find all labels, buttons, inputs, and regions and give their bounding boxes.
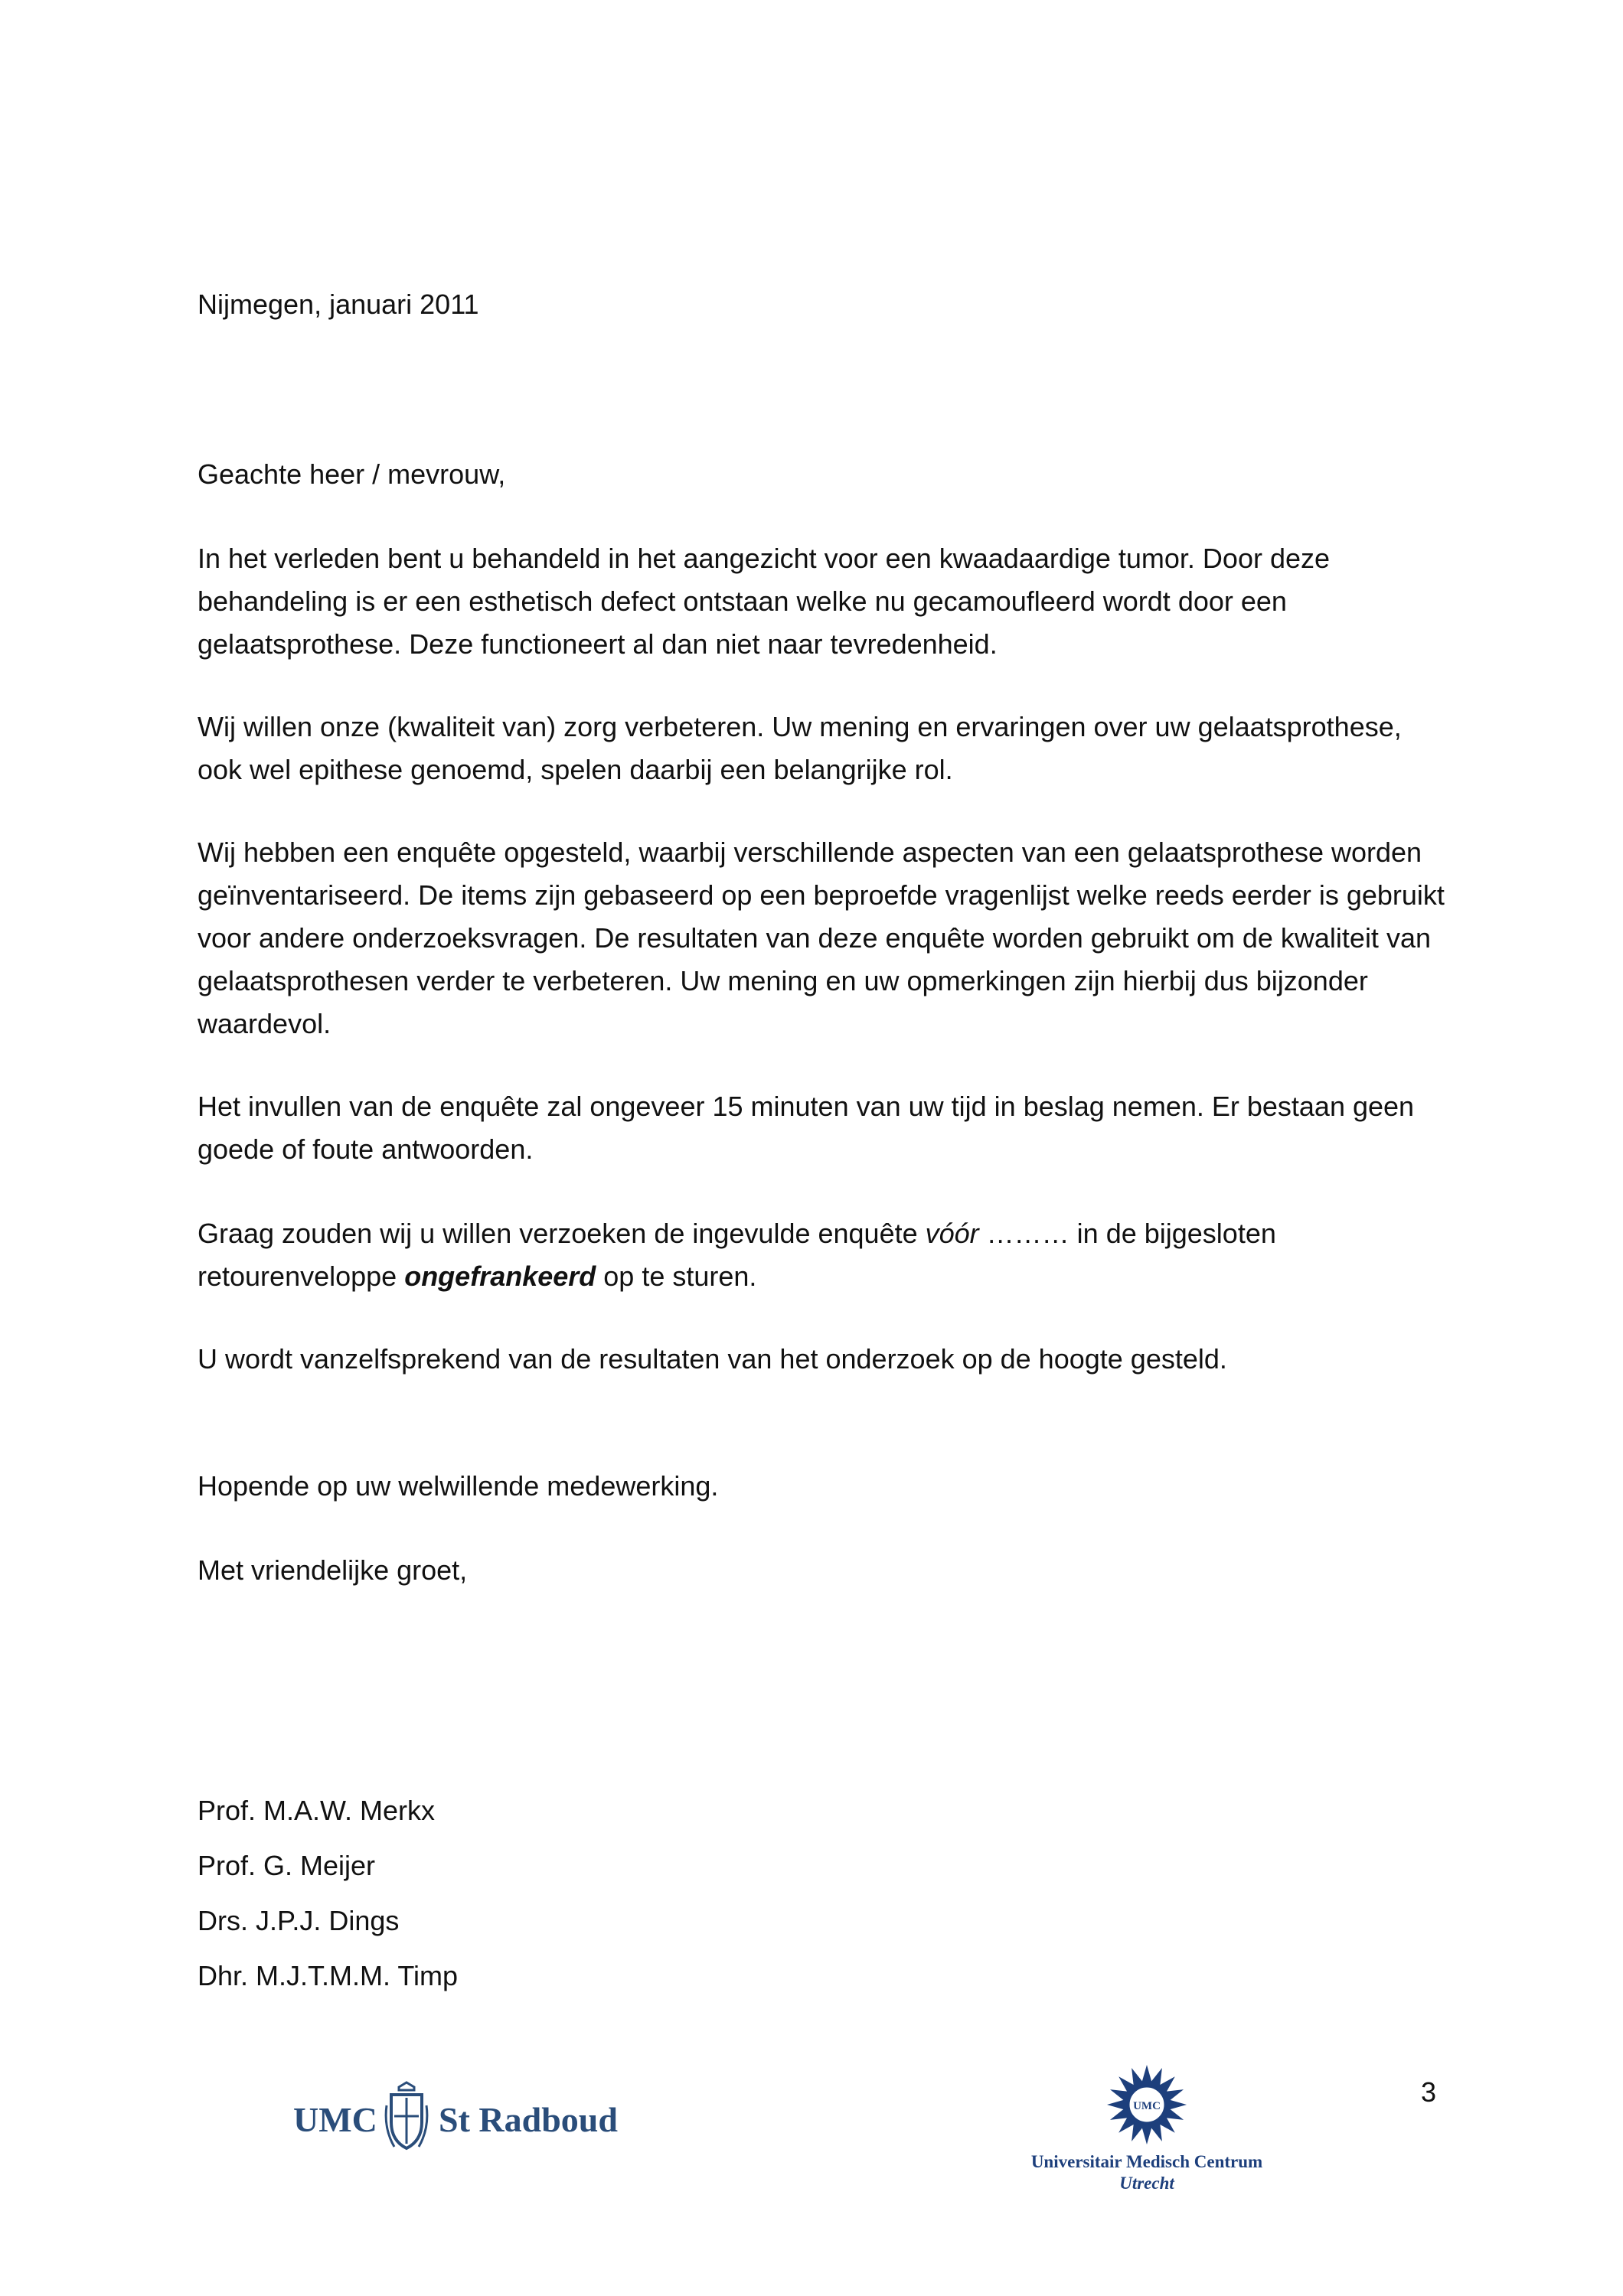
request-text-1: Graag zouden wij u willen verzoeken de ingevulde enquête bbox=[198, 1218, 926, 1249]
paragraph-return-request bbox=[198, 1212, 1453, 1298]
paragraph-care-quality: Wij willen onze (kwaliteit van) zorg verbeteren. Uw mening en ervaringen over uw gelaatsprothese, ook wel epithese genoemd, spelen daarbij een belangrijke rol. bbox=[198, 711, 1402, 785]
umc-utrecht-logo bbox=[1009, 2060, 1285, 2198]
signatory-1: Prof. M.A.W. Merkx bbox=[198, 1795, 436, 1826]
place-date: Nijmegen, januari 2011 bbox=[198, 289, 479, 320]
sun-emblem-icon bbox=[1107, 2065, 1187, 2144]
request-text-3: op te sturen. bbox=[596, 1261, 757, 1292]
logo-utrecht-city: Utrecht bbox=[1119, 2174, 1174, 2193]
signatory-4: Dhr. M.J.T.M.M. Timp bbox=[198, 1960, 459, 1991]
closing-hope: Hopende op uw welwillende medewerking. bbox=[198, 1470, 719, 1502]
coat-of-arms-icon bbox=[386, 2082, 427, 2148]
paragraph-survey: Wij hebben een enquête opgesteld, waarbij verschillende aspecten van een gelaatsprothese worden geïnventariseerd. De items zijn gebaseerd op een beproefde vragenlijst welke reeds eerder is gebruikt voor andere onderzoeksvragen. De resultaten van deze enquête worden gebruikt om de kwaliteit van gelaatsprothesen verder te verbeteren. Uw mening en uw opmerkingen zijn hierbij dus bijzonder waardevol. bbox=[198, 837, 1445, 1039]
signatory-2: Prof. G. Meijer bbox=[198, 1850, 376, 1881]
umc-st-radboud-logo bbox=[293, 2078, 630, 2154]
closing-regards: Met vriendelijke groet, bbox=[198, 1554, 468, 1586]
logo-st-radboud-text: St Radboud bbox=[439, 2100, 618, 2139]
emphasis-unfranked: ongefrankeerd bbox=[404, 1261, 596, 1292]
results-note: U wordt vanzelfsprekend van de resultaten van het onderzoek op de hoogte gesteld. bbox=[198, 1343, 1227, 1375]
logo-umc-text: UMC bbox=[293, 2100, 377, 2139]
emphasis-before: vóór bbox=[925, 1218, 979, 1249]
signatory-3: Drs. J.P.J. Dings bbox=[198, 1905, 400, 1936]
emblem-umc-text: UMC bbox=[1133, 2100, 1161, 2112]
date-placeholder-dots: ……… bbox=[978, 1218, 1077, 1249]
logo-umc-utrecht-name: Universitair Medisch Centrum bbox=[1030, 2152, 1263, 2171]
paragraph-duration: Het invullen van de enquête zal ongeveer 15 minuten van uw tijd in beslag nemen. Er bestaan geen goede of foute antwoorden. bbox=[198, 1091, 1415, 1165]
request-text-2: in de bijgesloten retourenveloppe bbox=[198, 1218, 1276, 1292]
paragraph-treatment: In het verleden bent u behandeld in het aangezicht voor een kwaadaardige tumor. Door deze behandeling is er een esthetisch defect ontstaan welke nu gecamoufleerd wordt door een gelaatsprothese. Deze functioneert al dan niet naar tevredenheid. bbox=[198, 543, 1331, 660]
salutation: Geachte heer / mevrouw, bbox=[198, 458, 506, 490]
page-number: 3 bbox=[1421, 2076, 1437, 2108]
